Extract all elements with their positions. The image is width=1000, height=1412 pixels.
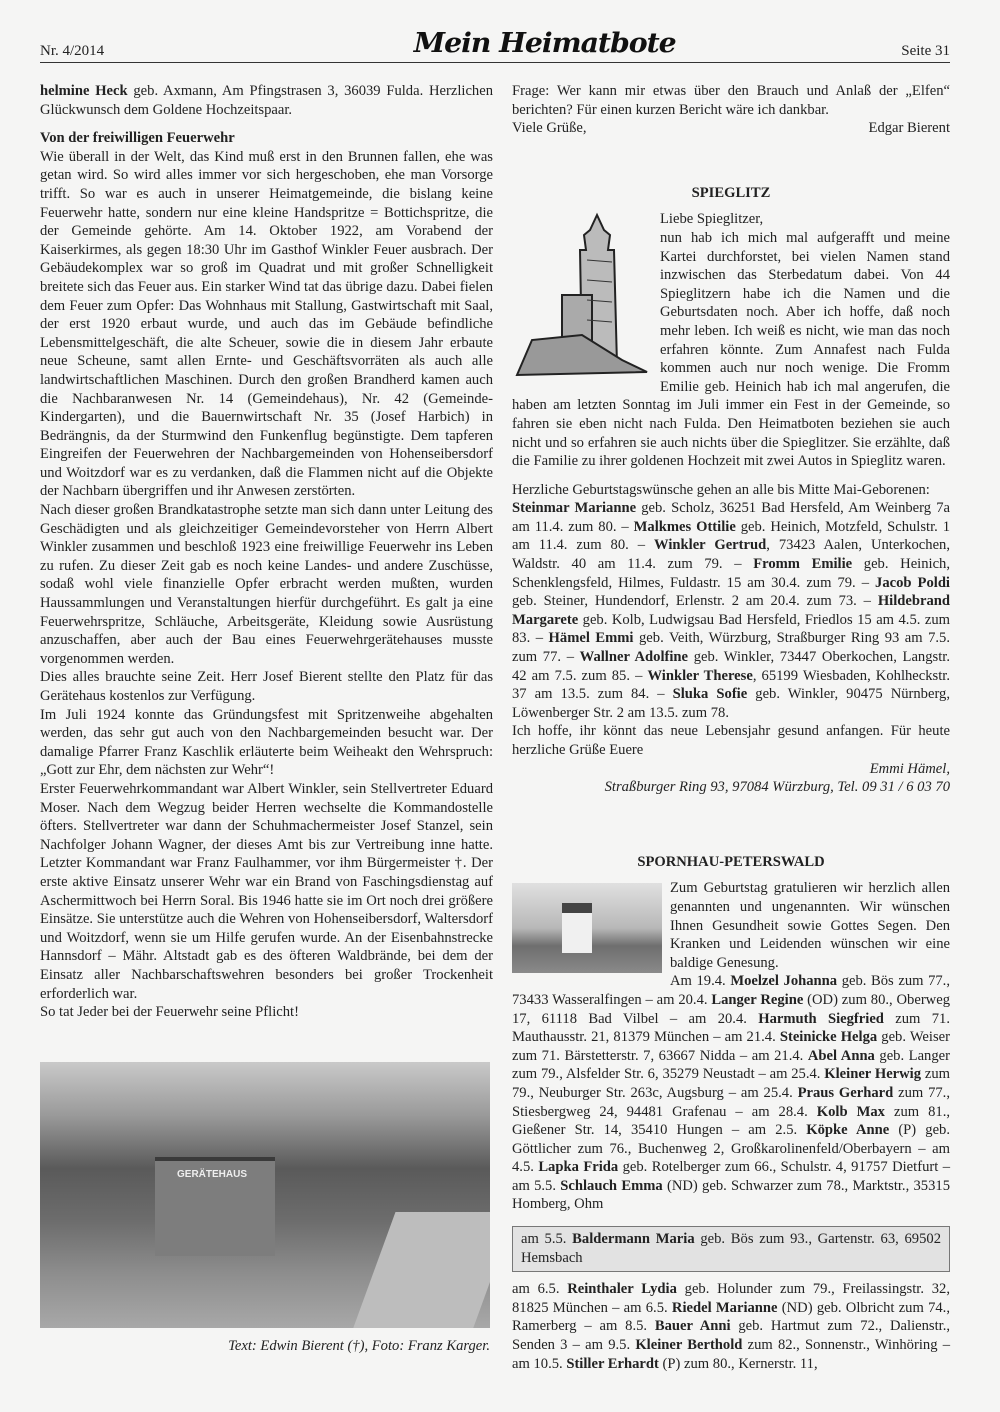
page-number: Seite 31: [901, 43, 950, 59]
person-name: Riedel Marianne: [671, 1299, 778, 1316]
text-run: geb. Winkler, 90475 Nürnberg, Löwenberger Str. 2 am 13.5. zum 78.: [512, 686, 951, 721]
person-name: Kleiner Herwig: [824, 1066, 922, 1083]
article-paragraph: Im Juli 1924 konnte das Gründungsfest mit Spritzenweihe abgehalten werden, das sehr gut auch von den Nachbargemeinden besucht war. Der damalige Pfarrer Franz Kaschlik erläuterte beim Weiheakt den Wehrspruch: „Gott zur Ehr, dem nächsten zur Wehr“!: [40, 706, 493, 779]
person-name: Sluka Sofie: [672, 686, 748, 703]
person-name: Wallner Adolfine: [579, 649, 689, 666]
photo-caption: Text: Edwin Bierent (†), Foto: Franz Karger.: [228, 1338, 490, 1354]
person-name: Winkler Gertrud: [654, 537, 767, 554]
church-photo: [512, 883, 662, 973]
person-name: Köpke Anne: [806, 1122, 890, 1139]
firehouse-photo: [40, 1062, 490, 1328]
text-run: (ND) geb. Olbricht zum 74., Ramerberg – am 8.5.: [512, 1299, 950, 1335]
text-run: geb. Bös zum 93., Gartenstr. 63, 69502 Hemsbach: [521, 1231, 941, 1266]
masthead-logo: Mein Heimatbote: [413, 28, 676, 59]
spornhau-intro: Zum Geburtstag gratulieren wir herzlich allen genannten und ungenannten. Wir wünschen Ihnen Gesundheit sowie Gottes Segen. Den Kranken und Leidenden wünschen wir eine baldige Genesung.: [670, 880, 950, 971]
article-paragraph: Erster Feuerwehrkommandant war Albert Winkler, sein Stellvertreter Eduard Moser. Nach dem Wegzug beider Herren wechselte die Kommandostelle öfters. Stellvertreter war dann der Schuhmachermeister Josef Stanzel, sein Nachfolger Johann Wagner, der dieses Amt bis zur Vertreibung inne hatte. Letzter Kommandant war Franz Faulhammer, vor ihm Bürgermeister †. Der erste aktive Einsatz unserer Wehr war ein Brand von Faschingsdienstag auf Aschermittwoch bei Herrn Soral. Bis 1946 hatte sie im Ort noch drei größere Einsätze. Sie unterstütze auch die Wehren von Hohenseibersdorf, Waltersdorf und Woitzdorf, wenn sie um Hilfe gerufen wurde. An der Eisenbahnstrecke Hannsdorf – Mähr. Altstadt gab es des öfteren Waldbrände, bei dem der Einsatz aller Nachbarschaftswehren besonders bei großer Trockenheit erforderlich war.: [40, 780, 493, 1002]
question-text: Frage: Wer kann mir etwas über den Brauch und Anlaß der „Elfen“ berichten? Für einen kurzen Bericht wäre ich dankbar.: [512, 83, 950, 118]
person-name: Winkler Therese: [647, 667, 753, 684]
person-name: Harmuth Siegfried: [758, 1010, 884, 1027]
article-paragraph: Nach dieser großen Brandkatastrophe setzte man sich dann unter Leitung des Geschädigten und als gleichzeitiger Gemeindevorsteher von Herrn Albert Winkler zusammen und beschloß 1923 eine freiwillige Feuerwehr ins Leben zu rufen. Zu dieser Zeit gab es noch keine Landes- und andere Zuschüsse, sodaß wohl viele finanzielle Opfer erbracht werden mußten, wurden Haussammlungen und Veranstaltungen hierfür durchgeführt. Es galt ja eine Feuerwehrspritze, Schläuche, Arbeitsgeräte, Kleidung sowie Ausrüstung anzuschaffen, aber auch der Bau eines Feuerwehrgerätehauses musste vorgenommen werden.: [40, 502, 493, 667]
person-name: Kolb Max: [816, 1103, 885, 1120]
person-name: Schlauch Emma: [560, 1177, 663, 1194]
intro-paragraph: [40, 82, 493, 119]
text-run: am 5.5.: [521, 1231, 573, 1248]
text-run: zum 81., Gießener Str. 14, 35410 Hungen – am 2.5.: [512, 1103, 950, 1139]
section-heading-spieglitz: SPIEGLITZ: [691, 184, 771, 201]
text-run: (P) zum 80., Kernerstr. 11,: [658, 1355, 818, 1372]
text-run: geb. Weiser zum 71. Bärstetterstr. 7, 63667 Nidda – am 21.4.: [512, 1029, 950, 1064]
person-name: Lapka Frida: [538, 1159, 619, 1176]
article-paragraph: Dies alles brauchte seine Zeit. Herr Josef Bierent stellte den Platz für das Gerätehaus kostenlos zur Verfügung.: [40, 669, 493, 704]
signer-address: Straßburger Ring 93, 97084 Würzburg, Tel. 09 31 / 6 03 70: [604, 779, 950, 796]
article-heading: Von der freiwilligen Feuerwehr: [40, 130, 235, 147]
text-run: geb. Langer zum 79., Alsfelder Str. 6, 35279 Neustadt – am 25.4.: [512, 1047, 950, 1083]
text-run: zum 71. Mauthausstr. 21, 81379 München – am 21.4.: [512, 1010, 950, 1046]
person-name: Hildebrand Margarete: [512, 593, 950, 628]
left-column: [40, 82, 493, 1022]
person-name: Praus Gerhard: [797, 1084, 894, 1101]
text-run: geb. Heinich, Schenklengsfeld, Hilmes, Fuldastr. 15 am 30.4. zum 79. –: [512, 556, 950, 591]
question-signature: [512, 119, 950, 138]
wishes-intro: Herzliche Geburtstagswünsche gehen an alle bis Mitte Mai-Geborenen:: [512, 481, 930, 498]
person-name: Fromm Emilie: [753, 556, 853, 573]
text-run: geb. Axmann, Am Pfingstrasen 3, 36039 Fulda. Herzlichen Glückwunsch dem Goldene Hochzeitspaar.: [40, 83, 493, 118]
person-name: Malkmes Ottilie: [633, 518, 736, 535]
section-heading-spornhau: SPORNHAU-PETERSWALD: [637, 853, 825, 870]
tower-illustration: [512, 210, 652, 380]
author: Edgar Bierent: [868, 120, 950, 137]
text-run: geb. Rotelberger zum 66., Schulstr. 4, 91757 Dietfurt – am 5.5.: [512, 1159, 951, 1194]
text-run: (P) geb. Göttlicher zum 76., Buchenweg 2, Großkarolinenfeld/Oberbayern – am 4.5.: [512, 1122, 950, 1176]
right-column: [512, 82, 950, 1373]
text-run: zum 82., Sonnenstr., Winhöring – am 10.5.: [512, 1337, 950, 1372]
text-run: geb. Scholz, 36251 Bad Hersfeld, Am Weinberg 7a am 11.4. zum 80. –: [512, 500, 950, 535]
article-paragraph: So tat Jeder bei der Feuerwehr seine Pflicht!: [40, 1004, 299, 1021]
birthday-list-spieglitz: [512, 499, 950, 722]
closing-text: Ich hoffe, ihr könnt das neue Lebensjahr gesund anfangen. Für heute herzliche Grüße Euere: [512, 723, 950, 758]
person-name: Baldermann Maria: [572, 1231, 695, 1248]
text-run: zum 79., Neuburger Str. 263c, Augsburg – am 25.4.: [512, 1066, 950, 1101]
text-run: geb. Veith, Würzburg, Straßburger Ring 93 am 7.5. zum 77. –: [512, 630, 951, 666]
birthday-list-spornhau: [512, 972, 950, 1214]
firehouse-sign: GERÄTEHAUS: [177, 1169, 248, 1180]
text-run: , 73423 Aalen, Unterkochen, Waldstr. 40 am 11.4. zum 79. –: [512, 537, 950, 573]
person-name: Bauer Anni: [654, 1318, 731, 1335]
person-name: Moelzel Johanna: [730, 973, 838, 990]
text-run: am 6.5.: [512, 1281, 568, 1298]
text-run: Am 19.4.: [670, 973, 731, 990]
letter-body: nun hab ich mich mal aufgerafft und meine Kartei durchforstet, bei vielen Namen stand inzwischen das Sterbedatum dabei. Von 44 Spieglitzern habe ich die Namen und die Geburtsdaten noch. Aber ich hoffe, daß noch mehr leben. Ich weiß es nicht, wie man das noch erfahren könnte. Zum Annafest nach Fulda kommen auch nur noch wenige. Die Fromm Emilie geb. Heinich hab ich mal angerufen, die haben am letzten Sonntag im Juli immer ein Fest in der Gemeinde, so fahren sie eben nicht nach Fulda. Den Heimatboten beziehen sie auch nicht und so erfahren sie auch nichts über die Spieglitzer. Sie erzählte, daß die Familie zu ihrer goldenen Hochzeit mit zwei Autos in Spieglitz waren.: [512, 229, 950, 470]
text-run: geb. Holunder zum 79., Freilassingstr. 32, 81825 München – am 6.5.: [512, 1281, 950, 1316]
text-run: geb. Bös zum 77., 73433 Wasseralfingen – am 20.4.: [512, 973, 950, 1008]
person-name: Abel Anna: [807, 1047, 875, 1064]
person-name: Kleiner Berthold: [635, 1337, 743, 1354]
greeting: Viele Grüße,: [512, 120, 587, 137]
road-shape: [345, 1212, 490, 1328]
text-run: zum 77., Stiesbergweg 24, 94481 Grafenau – am 28.4.: [512, 1084, 950, 1120]
highlighted-birthday: [521, 1230, 941, 1267]
text-run: , 65199 Wiesbaden, Kohlheckstr. 37 am 13.5. zum 84. –: [512, 667, 950, 703]
text-run: (ND) geb. Schwarzer zum 78., Marktstr., 35315 Homberg, Ohm: [512, 1177, 950, 1213]
firehouse-building: [155, 1157, 275, 1256]
person-name: Steinmar Marianne: [512, 500, 637, 517]
person-name: Langer Regine: [711, 991, 804, 1008]
issue-number: Nr. 4/2014: [40, 43, 105, 59]
text-run: geb. Winkler, 73447 Oberkochen, Langstr. 42 am 7.5. zum 85. –: [512, 649, 950, 684]
signer-name: Emmi Hämel,: [869, 760, 950, 777]
text-run: geb. Hartmut zum 72., Dalienstr., Senden 3 – am 9.5.: [512, 1318, 950, 1354]
text-run: geb. Steiner, Hundendorf, Erlenstr. 2 am 20.4. zum 73. –: [512, 593, 878, 610]
person-name: Reinthaler Lydia: [567, 1281, 677, 1298]
article-paragraph: Wie überall in der Welt, das Kind muß erst in den Brunnen fallen, ehe was getan wird. So wird alles immer vor sich hergeschoben, ehe man Vorsorge trifft. So war es auch in unserer Heimatgemeinde, die bislang keine Feuerwehr hatte, sondern nur eine kleine Handspritze = Bottichspritze, die der Gemeinde gehörte. Am 14. Oktober 1922, am Vorabend der Kaiserkirmes, als gegen 18:30 Uhr im Gasthof Winkler Feuer ausbrach. Der Gebäudekomplex war so groß im Quadrat und mit großer Schnelligkeit breitete sich das Feuer aus. Ein starker Wind tat das übrige dazu. Dabei fielen dem Feuer zum Opfer: Das Wohnhaus mit Stallung, Gastwirtschaft mit Saal, der erst 1920 erbaut wurde, und auch das im Gebäude befindliche Lebensmittelgeschäft, die alte Scheuer, sowie die in diesem Jahr erbaute neue Scheune, samt allen Ernte- und Geschäftsvorräten als auch alle landwirtschaftlichen Maschinen. Durch den großen Brandherd kamen auch die Nachbaranwesen Nr. 14 (Gemeindehaus), Nr. 42 (Gemeinde-Kindergarten), und die Bauernwirtschaft Nr. 35 (Josef Harbich) in Bedrängnis, da der Sturmwind den Funkenflug begünstigte. Dem tapferen Eingreifen der Feuerwehren der Nachbargemeinden von Hohenseibersdorf und Woitzdorf war es zu verdanken, daß die Flammen nicht auf die Objekte der Nachbarn übergriffen und ihr Anwesen zerstörten.: [40, 148, 493, 500]
text-run: geb. Heinich, Motzfeld, Schulstr. 1 am 11.4. zum 80. –: [512, 518, 950, 554]
letter-salutation: Liebe Spieglitzer,: [660, 211, 764, 228]
person-name: Steinicke Helga: [779, 1029, 878, 1046]
highlighted-birthday-box: [512, 1226, 950, 1272]
birthday-list-spornhau-continued: [512, 1280, 950, 1373]
person-name: Jacob Poldi: [875, 574, 950, 591]
page-header: [40, 28, 950, 63]
person-name: helmine Heck: [40, 83, 128, 99]
person-name: Stiller Erhardt: [566, 1355, 659, 1372]
person-name: Hämel Emmi: [548, 630, 634, 647]
text-run: geb. Kolb, Ludwigsau Bad Hersfeld, Friedlos 15 am 4.5. zum 83. –: [512, 611, 950, 647]
text-run: (OD) zum 80., Oberweg 17, 61118 Bad Vilbel – am 20.4.: [512, 991, 950, 1027]
